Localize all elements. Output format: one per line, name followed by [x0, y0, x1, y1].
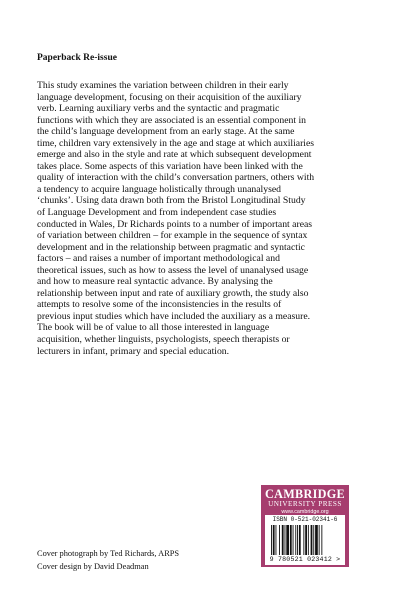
blurb-line: The book will be of value to all those interested in language — [37, 322, 270, 334]
blurb-line: previous input studies which have included the auxiliary as a measure. — [37, 310, 311, 322]
blurb-line: theoretical issues, such as how to assess the level of unanalysed usage — [37, 264, 309, 276]
blurb-line: takes place. Some aspects of this variation have been linked with the — [37, 160, 303, 172]
barcode-bar — [311, 525, 313, 555]
barcode-graphic — [269, 525, 341, 555]
barcode-bar — [315, 525, 318, 555]
publisher-subtitle: UNIVERSITY PRESS — [268, 500, 342, 508]
blurb-line: conducted in Wales, Dr Richards points to a number of important areas — [37, 218, 313, 230]
blurb-line: time, children vary extensively in the age and stage at which auxiliaries — [37, 137, 315, 149]
blurb-line: lecturers in infant, primary and special education. — [37, 345, 230, 357]
blurb-line: ‘chunks’. Using data drawn both from the Bristol Longitudinal Study — [37, 195, 306, 207]
barcode-bar — [297, 525, 298, 555]
isbn-label: ISBN 0-521-02341-6 — [272, 516, 338, 523]
blurb-line: functions with which they are associated is an essential component in — [37, 114, 307, 126]
barcode-bar — [271, 525, 272, 555]
barcode-bar — [290, 525, 292, 555]
barcode-bar — [321, 525, 322, 555]
photo-credit: Cover photograph by Ted Richards, ARPS — [37, 549, 180, 558]
barcode-bar — [299, 525, 301, 555]
publisher-name: CAMBRIDGE — [265, 487, 345, 501]
design-credit: Cover design by David Deadman — [37, 561, 149, 571]
barcode-bar — [286, 525, 289, 555]
barcode-bar — [282, 525, 284, 555]
blurb-line: of Language Development and from independent case studies — [37, 207, 277, 219]
barcode-panel — [265, 515, 345, 565]
barcode-bar — [273, 525, 275, 555]
barcode-bar — [313, 525, 314, 555]
blurb-line: the child’s language development from an early stage. At the same — [37, 126, 295, 138]
blurb-line: verb. Learning auxiliary verbs and the syntactic and pragmatic — [37, 103, 280, 115]
barcode-bar — [308, 525, 309, 555]
blurb-line: of variation between children – for example in the sequence of syntax — [37, 230, 308, 242]
blurb-line: language development, focusing on their acquisition of the auxiliary — [37, 91, 302, 103]
blurb-line: relationship between input and rate of auxiliary growth, the study also — [37, 287, 309, 299]
blurb-line: quality of interaction with the child’s conversation partners, others with — [37, 172, 315, 184]
barcode-bar — [285, 525, 286, 555]
blurb-line: development and in the relationship between pragmatic and syntactic — [37, 241, 305, 253]
blurb-line: This study examines the variation between children in their early — [37, 80, 289, 91]
blurb-line: factors – and raises a number of important methodological and — [37, 253, 280, 265]
blurb-line: acquisition, whether linguists, psychologists, speech therapists or — [37, 334, 290, 346]
blurb-line: attempts to resolve some of the inconsistencies in the results of — [37, 299, 282, 311]
blurb-line: emerge and also in the style and rate at which subsequent development — [37, 149, 312, 161]
barcode-bar — [305, 525, 307, 555]
blurb-paragraph — [37, 80, 367, 357]
blurb-line: a tendency to acquire language holistically through unanalysed — [37, 183, 281, 195]
barcode-digits: 9 780521 023412 > — [269, 556, 341, 563]
barcode-bar — [279, 525, 280, 555]
barcode-bar — [276, 525, 277, 555]
publisher-url: www.cambridge.org — [281, 509, 329, 515]
barcode-bar — [293, 525, 294, 555]
barcode-bar — [303, 525, 304, 555]
cover-credits — [37, 548, 179, 573]
blurb-line: and how to measure real syntactic advance. By analysing the — [37, 276, 273, 288]
reissue-heading: Paperback Re-issue — [37, 53, 117, 63]
barcode-bar — [319, 525, 320, 555]
barcode-bar — [295, 525, 296, 555]
